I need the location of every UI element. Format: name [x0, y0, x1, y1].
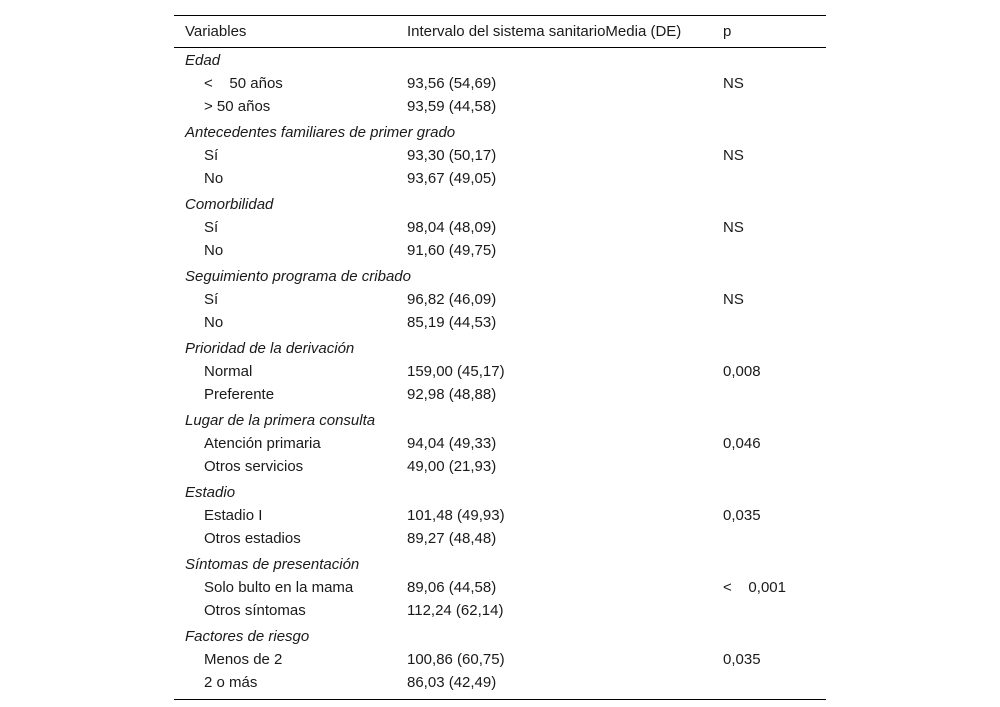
group-label: Seguimiento programa de cribado: [185, 268, 411, 285]
group-header-row: [174, 409, 826, 432]
table-body: [174, 48, 826, 694]
row-mean-sd: 96,82 (46,09): [407, 291, 497, 308]
row-mean-sd: 101,48 (49,93): [407, 507, 505, 524]
group-header-row: [174, 625, 826, 648]
group-label: Edad: [185, 52, 221, 69]
group-header-row: [174, 193, 826, 216]
row-category: No: [204, 242, 224, 259]
table-row: [174, 239, 826, 262]
row-mean-sd: 98,04 (48,09): [407, 219, 497, 236]
row-mean-sd: 93,30 (50,17): [407, 147, 497, 164]
table-header-row: [174, 16, 826, 47]
header-interval: Intervalo del sistema sanitarioMedia (DE): [407, 23, 682, 40]
row-p-value: 0,008: [723, 363, 761, 380]
row-p-value: 0,035: [723, 507, 761, 524]
table-group: [174, 552, 826, 622]
row-p-value: NS: [723, 219, 744, 236]
row-category: Preferente: [204, 386, 275, 403]
row-category: Otros síntomas: [204, 602, 306, 619]
group-header-row: [174, 337, 826, 360]
table-row: [174, 671, 826, 694]
group-label: Comorbilidad: [185, 196, 274, 213]
table-group: [174, 192, 826, 262]
table-row: [174, 432, 826, 455]
row-category: No: [204, 314, 224, 331]
table-row: [174, 360, 826, 383]
group-header-row: [174, 481, 826, 504]
row-p-value: 0,046: [723, 435, 761, 452]
group-header-row: [174, 121, 826, 144]
table-row: [174, 311, 826, 334]
table-row: [174, 648, 826, 671]
header-p: p: [723, 23, 732, 40]
row-mean-sd: 93,67 (49,05): [407, 170, 497, 187]
table-row: [174, 167, 826, 190]
table-row: [174, 288, 826, 311]
group-header-row: [174, 265, 826, 288]
row-p-value: < 0,001: [723, 579, 786, 596]
table-row: [174, 576, 826, 599]
table-row: [174, 455, 826, 478]
row-mean-sd: 93,56 (54,69): [407, 75, 497, 92]
table-row: [174, 144, 826, 167]
row-mean-sd: 89,06 (44,58): [407, 579, 497, 596]
row-mean-sd: 94,04 (49,33): [407, 435, 497, 452]
row-category: No: [204, 170, 224, 187]
row-mean-sd: 93,59 (44,58): [407, 98, 497, 115]
results-table: [174, 15, 826, 700]
table-group: [174, 336, 826, 406]
row-category: Atención primaria: [204, 435, 321, 452]
row-category: Otros estadios: [204, 530, 301, 547]
table-group: [174, 480, 826, 550]
row-category: < 50 años: [204, 75, 283, 92]
row-category: Solo bulto en la mama: [204, 579, 354, 596]
table-bottom-rule: [174, 699, 826, 700]
row-mean-sd: 92,98 (48,88): [407, 386, 497, 403]
row-mean-sd: 49,00 (21,93): [407, 458, 497, 475]
table-group: [174, 264, 826, 334]
row-category: Menos de 2: [204, 651, 283, 668]
row-mean-sd: 86,03 (42,49): [407, 674, 497, 691]
row-p-value: 0,035: [723, 651, 761, 668]
row-category: Sí: [204, 291, 219, 308]
row-category: Otros servicios: [204, 458, 304, 475]
table-row: [174, 504, 826, 527]
row-mean-sd: 85,19 (44,53): [407, 314, 497, 331]
table-group: [174, 408, 826, 478]
row-mean-sd: 91,60 (49,75): [407, 242, 497, 259]
table-group: [174, 624, 826, 694]
row-mean-sd: 159,00 (45,17): [407, 363, 505, 380]
row-category: Normal: [204, 363, 253, 380]
table-group: [174, 120, 826, 190]
table-row: [174, 216, 826, 239]
group-label: Síntomas de presentación: [185, 556, 360, 573]
table-row: [174, 599, 826, 622]
group-label: Factores de riesgo: [185, 628, 310, 645]
group-label: Lugar de la primera consulta: [185, 412, 376, 429]
table-group: [174, 48, 826, 118]
row-category: Sí: [204, 147, 219, 164]
row-category: Estadio I: [204, 507, 263, 524]
table-row: [174, 72, 826, 95]
row-p-value: NS: [723, 75, 744, 92]
group-label: Antecedentes familiares de primer grado: [185, 124, 456, 141]
row-category: > 50 años: [204, 98, 271, 115]
header-variables: Variables: [185, 23, 247, 40]
row-mean-sd: 100,86 (60,75): [407, 651, 505, 668]
row-p-value: NS: [723, 147, 744, 164]
group-label: Estadio: [185, 484, 236, 501]
row-mean-sd: 112,24 (62,14): [407, 602, 504, 619]
row-p-value: NS: [723, 291, 744, 308]
table-row: [174, 383, 826, 406]
group-header-row: [174, 49, 826, 72]
row-category: Sí: [204, 219, 219, 236]
group-label: Prioridad de la derivación: [185, 340, 355, 357]
table-row: [174, 95, 826, 118]
row-mean-sd: 89,27 (48,48): [407, 530, 497, 547]
table-row: [174, 527, 826, 550]
group-header-row: [174, 553, 826, 576]
row-category: 2 o más: [204, 674, 258, 691]
